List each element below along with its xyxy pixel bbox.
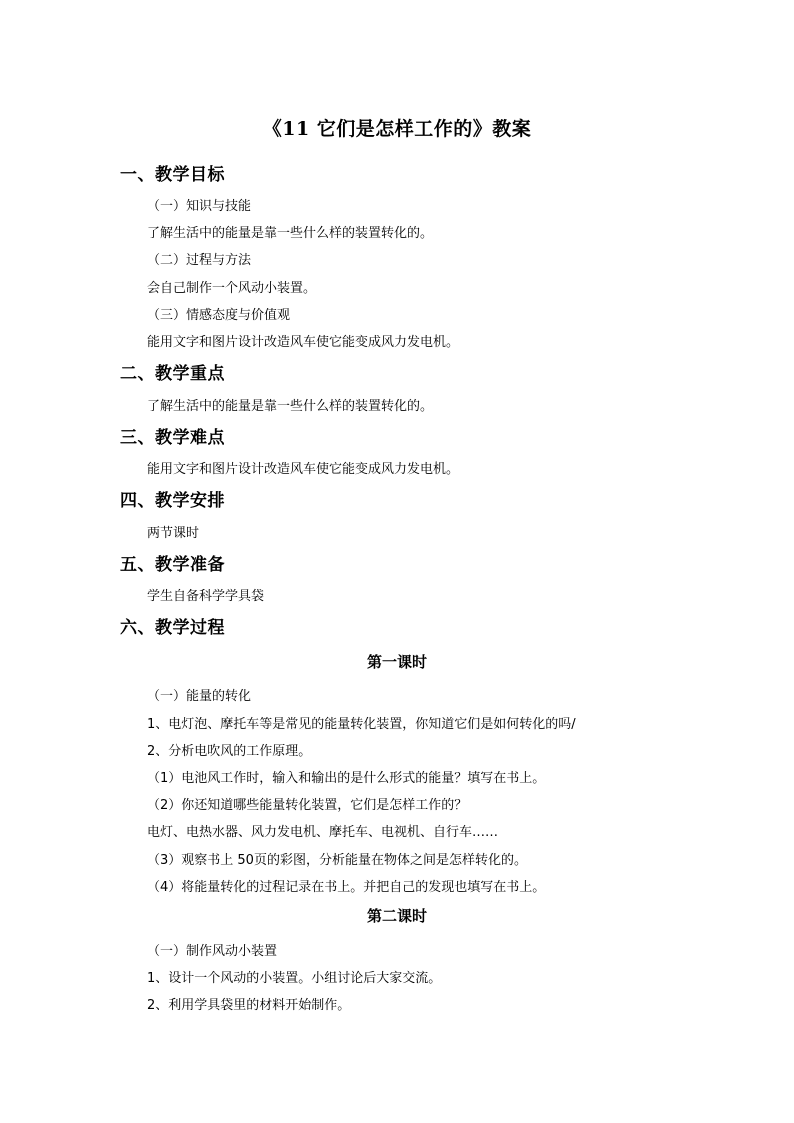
- section-heading-difficulties: 三、教学难点: [120, 428, 225, 448]
- list-item: （1）电池风工作时，输入和输出的是什么形式的能量？填写在书上。: [147, 771, 546, 786]
- list-item: 2、利用学具袋里的材料开始制作。: [147, 998, 351, 1013]
- paragraph-schedule: 两节课时: [147, 526, 200, 541]
- subheading-attitudes-values: （三）情感态度与价值观: [147, 308, 291, 323]
- section-heading-key-points: 二、教学重点: [120, 364, 225, 384]
- lesson-title-second: 第二课时: [366, 907, 427, 925]
- subheading-knowledge-skills: （一）知识与技能: [147, 199, 252, 214]
- paragraph-attitudes-values: 能用文字和图片设计改造风车使它能变成风力发电机。: [147, 335, 460, 350]
- subheading-energy-conversion: （一）能量的转化: [147, 689, 252, 704]
- list-item: 1、设计一个风动的小装置。小组讨论后大家交流。: [147, 971, 442, 986]
- lesson-title-first: 第一课时: [366, 653, 427, 671]
- section-heading-process: 六、教学过程: [120, 618, 225, 638]
- list-item: 2、分析电吹风的工作原理。: [147, 744, 312, 759]
- paragraph-knowledge-skills: 了解生活中的能量是靠一些什么样的装置转化的。: [147, 226, 434, 241]
- paragraph-difficulties: 能用文字和图片设计改造风车使它能变成风力发电机。: [147, 462, 460, 477]
- list-item: 1、电灯泡、摩托车等是常见的能量转化装置，你知道它们是如何转化的吗/: [147, 717, 576, 732]
- section-heading-preparation: 五、教学准备: [120, 555, 225, 575]
- subheading-process-methods: （二）过程与方法: [147, 253, 252, 268]
- paragraph-process-methods: 会自己制作一个风动小装置。: [147, 281, 317, 296]
- paragraph-preparation: 学生自备科学学具袋: [147, 589, 265, 604]
- section-heading-schedule: 四、教学安排: [120, 491, 225, 511]
- list-item: 电灯、电热水器、风力发电机、摩托车、电视机、自行车……: [147, 825, 499, 840]
- paragraph-key-points: 了解生活中的能量是靠一些什么样的装置转化的。: [147, 399, 434, 414]
- section-heading-objectives: 一、教学目标: [120, 165, 225, 185]
- subheading-wind-device: （一）制作风动小装置: [147, 944, 278, 959]
- list-item: （4）将能量转化的过程记录在书上。并把自己的发现也填写在书上。: [147, 880, 546, 895]
- list-item: （3）观察书上 50页的彩图，分析能量在物体之间是怎样转化的。: [147, 853, 527, 868]
- list-item: （2）你还知道哪些能量转化装置，它们是怎样工作的？: [147, 798, 468, 813]
- page-title: 《11 它们是怎样工作的》教案: [262, 118, 532, 140]
